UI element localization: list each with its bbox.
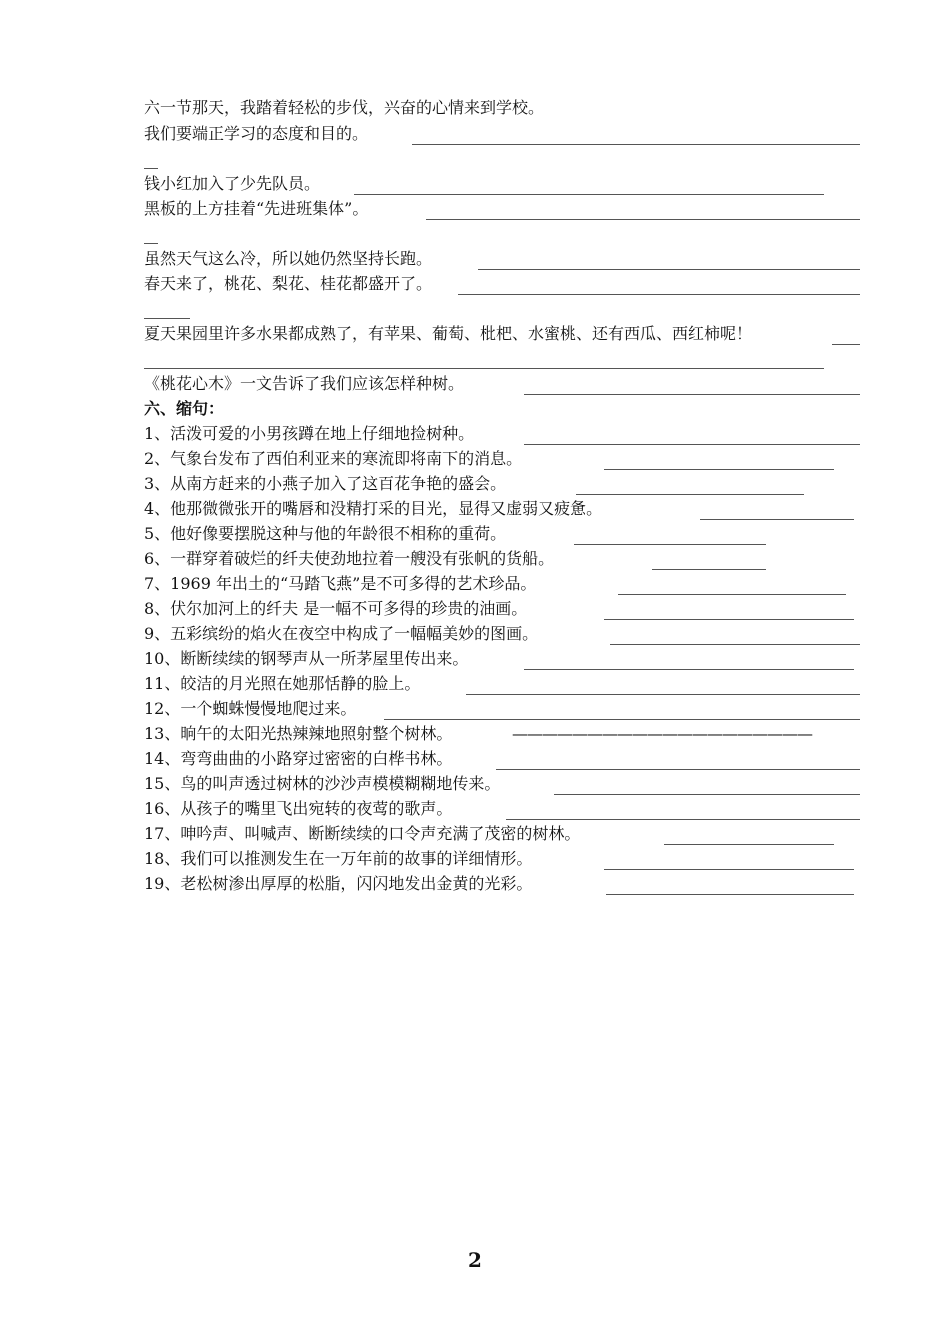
answer-blank[interactable] (478, 247, 860, 270)
sentence-line (144, 272, 860, 296)
answer-blank[interactable] (144, 221, 158, 244)
sentence-line (144, 197, 860, 221)
shrink-item (144, 697, 860, 721)
answer-blank[interactable] (700, 497, 854, 520)
answer-blank[interactable] (664, 822, 834, 845)
shrink-item-text: 5、他好像要摆脱这种与他的年龄很不相称的重荷。 (144, 524, 507, 543)
shrink-item (144, 847, 860, 871)
answer-continuation (144, 296, 860, 320)
shrink-item-text: 6、一群穿着破烂的纤夫使劲地拉着一艘没有张帆的货船。 (144, 549, 555, 568)
sentence-text: 《桃花心木》一文告诉了我们应该怎样种树。 (144, 374, 465, 393)
shrink-item-text: 10、断断续续的钢琴声从一所茅屋里传出来。 (144, 649, 469, 668)
page-number: 2 (468, 1248, 482, 1272)
dash-line[interactable]: ———————————————————— (512, 724, 812, 743)
answer-blank[interactable] (354, 172, 824, 195)
answer-blank[interactable] (618, 572, 846, 595)
answer-blank[interactable] (506, 797, 860, 820)
answer-blank[interactable] (606, 872, 854, 895)
sentence-line (144, 372, 860, 396)
answer-blank[interactable] (524, 422, 860, 445)
answer-blank[interactable] (604, 847, 854, 870)
answer-blank[interactable] (576, 472, 804, 495)
answer-blank[interactable] (144, 146, 158, 169)
shrink-item-text: 15、鸟的叫声透过树林的沙沙声模模糊糊地传来。 (144, 774, 501, 793)
shrink-item-text: 1、活泼可爱的小男孩蹲在地上仔细地捡树种。 (144, 424, 475, 443)
shrink-item (144, 622, 860, 646)
answer-blank[interactable] (144, 346, 824, 369)
shrink-item-text: 4、他那微微张开的嘴唇和没精打采的目光，显得又虚弱又疲惫。 (144, 499, 603, 518)
shrink-item-text: 17、呻吟声、叫喊声、断断续续的口令声充满了茂密的树林。 (144, 824, 581, 843)
answer-blank[interactable] (832, 322, 860, 345)
answer-blank[interactable] (426, 197, 860, 220)
sentence-line (144, 247, 860, 271)
shrink-item-text: 16、从孩子的嘴里飞出宛转的夜莺的歌声。 (144, 799, 453, 818)
answer-blank[interactable] (604, 447, 834, 470)
shrink-item (144, 422, 860, 446)
shrink-item-text: 7、1969 年出土的“马踏飞燕”是不可多得的艺术珍品。 (144, 574, 537, 593)
shrink-item-text: 11、皎洁的月光照在她那恬静的脸上。 (144, 674, 421, 693)
answer-continuation (144, 221, 860, 245)
sentence-line (144, 122, 860, 146)
shrink-item-text: 19、老松树渗出厚厚的松脂，闪闪地发出金黄的光彩。 (144, 874, 533, 893)
shrink-item-text: 9、五彩缤纷的焰火在夜空中构成了一幅幅美妙的图画。 (144, 624, 539, 643)
answer-blank[interactable] (554, 772, 860, 795)
sentence-text: 我们要端正学习的态度和目的。 (144, 124, 369, 143)
shrink-item (144, 647, 860, 671)
shrink-item (144, 672, 860, 696)
sentence-line (144, 322, 860, 346)
answer-blank[interactable] (458, 272, 860, 295)
shrink-item (144, 472, 860, 496)
shrink-item-text: 2、气象台发布了西伯利亚来的寒流即将南下的消息。 (144, 449, 523, 468)
shrink-item (144, 522, 860, 546)
shrink-item (144, 822, 860, 846)
sentence-text: 虽然天气这么冷，所以她仍然坚持长跑。 (144, 249, 433, 268)
shrink-item (144, 797, 860, 821)
sentence-text: 六一节那天，我踏着轻松的步伐，兴奋的心情来到学校。 (144, 98, 545, 117)
shrink-item-text: 12、一个蜘蛛慢慢地爬过来。 (144, 699, 357, 718)
shrink-item-text: 13、晌午的太阳光热辣辣地照射整个树林。 (144, 724, 453, 743)
answer-blank[interactable] (466, 672, 860, 695)
sentence-text: 钱小红加入了少先队员。 (144, 174, 321, 193)
shrink-item (144, 447, 860, 471)
sentence-text: 黑板的上方挂着“先进班集体”。 (144, 199, 369, 218)
sentence-text: 春天来了，桃花、梨花、桂花都盛开了。 (144, 274, 433, 293)
shrink-item-text: 14、弯弯曲曲的小路穿过密密的白桦书林。 (144, 749, 453, 768)
answer-blank[interactable] (652, 547, 766, 570)
sentence-line (144, 172, 860, 196)
section-heading: 六、缩句： (144, 399, 225, 418)
answer-blank[interactable] (524, 647, 854, 670)
sentence-text: 夏天果园里许多水果都成熟了，有苹果、葡萄、枇杷、水蜜桃、还有西瓜、西红柿呢！ (144, 324, 753, 343)
answer-blank[interactable] (610, 622, 860, 645)
shrink-item (144, 872, 860, 896)
shrink-item-text: 8、伏尔加河上的纤夫 是一幅不可多得的珍贵的油画。 (144, 599, 528, 618)
shrink-item-text: 3、从南方赶来的小燕子加入了这百花争艳的盛会。 (144, 474, 507, 493)
shrink-item (144, 597, 860, 621)
shrink-item (144, 722, 860, 746)
answer-continuation (144, 346, 860, 370)
answer-blank[interactable] (524, 372, 860, 395)
answer-blank[interactable] (412, 122, 860, 145)
sentence-line (144, 96, 860, 120)
shrink-item (144, 572, 860, 596)
shrink-item (144, 547, 860, 571)
answer-blank[interactable] (496, 747, 860, 770)
answer-blank[interactable] (144, 296, 190, 319)
answer-blank[interactable] (604, 597, 854, 620)
shrink-item (144, 772, 860, 796)
answer-blank[interactable] (384, 697, 860, 720)
shrink-item-text: 18、我们可以推测发生在一万年前的故事的详细情形。 (144, 849, 533, 868)
shrink-item (144, 747, 860, 771)
shrink-item (144, 497, 860, 521)
answer-blank[interactable] (574, 522, 766, 545)
answer-continuation (144, 146, 860, 170)
